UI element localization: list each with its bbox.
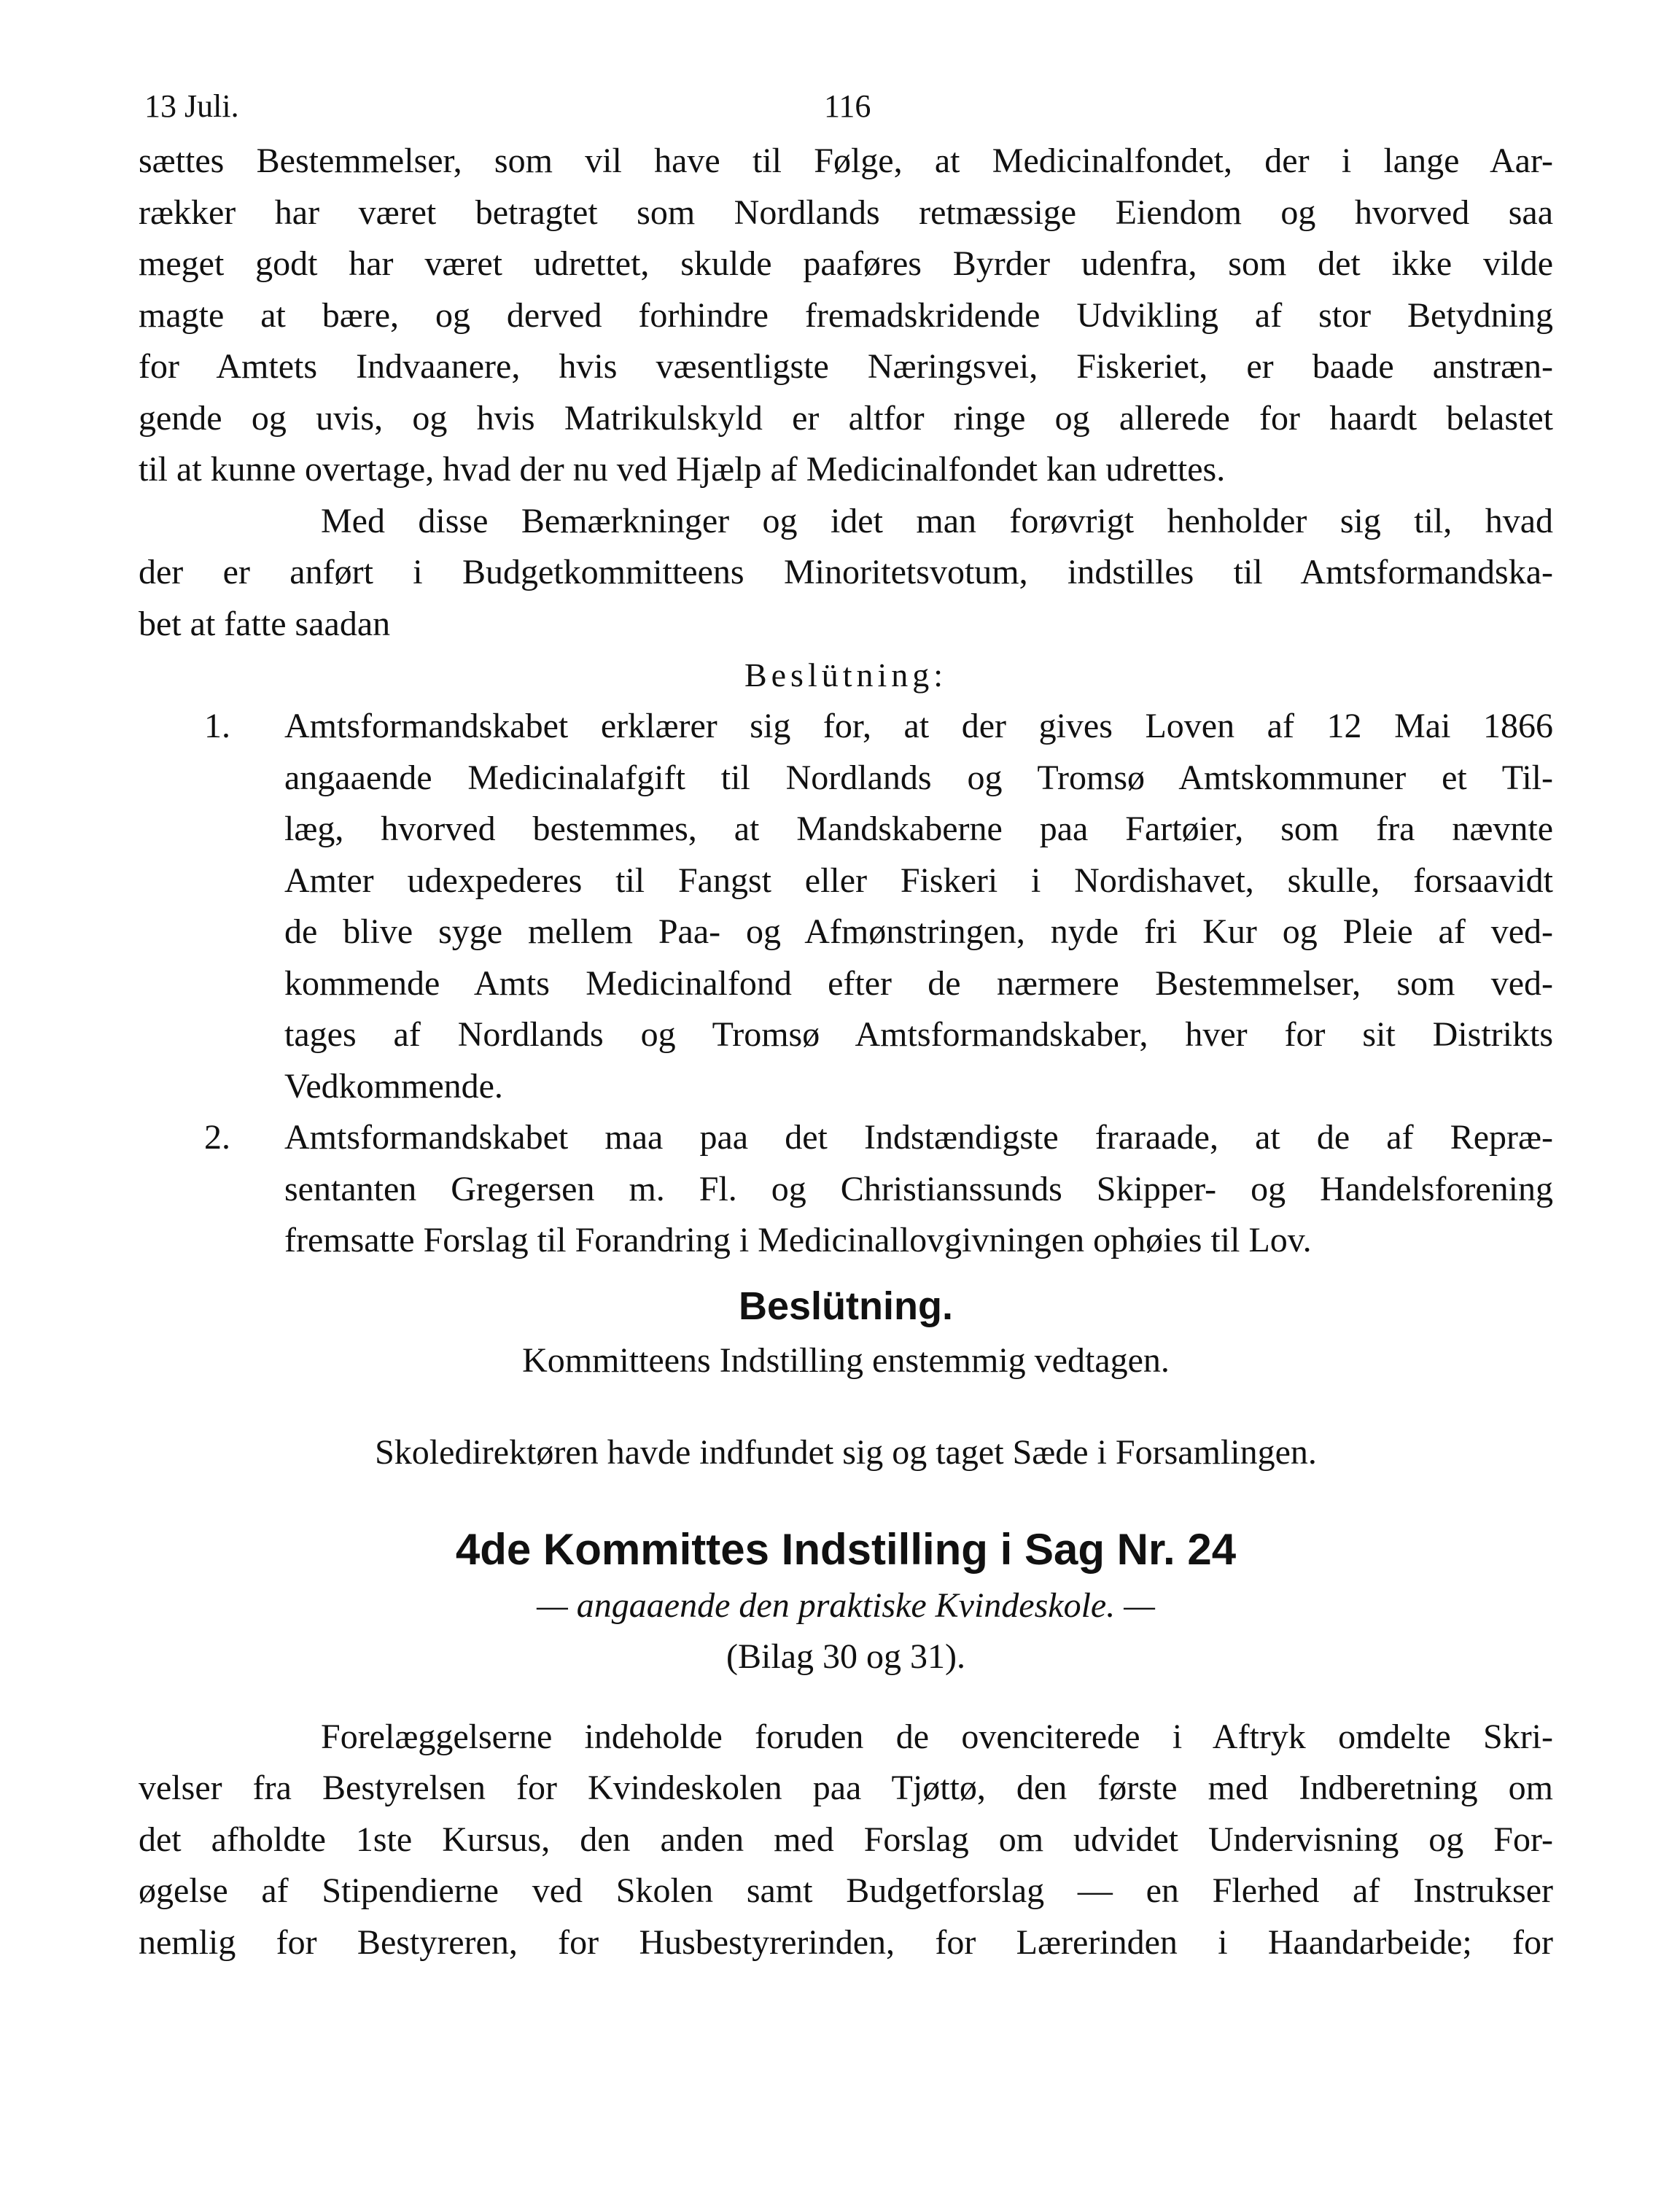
text-line: angaaende Medicinalafgift til Nordlands og Tromsø Amtskommuner et Til- [284,758,1553,797]
text-line: gende og uvis, og hvis Matrikulskyld er altfor ringe og allerede for haardt belastet [139,398,1553,438]
text-line: meget godt har været udrettet, skulde paaføres Byrder udenfra, som det ikke vilde [139,244,1553,283]
paragraph-3 [139,1712,1553,1969]
item-number: 1. [204,707,230,745]
text-line: Vedkommende. [284,1066,503,1106]
text-line: bet at fatte saadan [139,604,391,643]
item-number: 2. [204,1118,230,1157]
text-line: Amtsformandskabet maa paa det Indstændigste fraraade, at de af Repræ- [284,1118,1553,1157]
resolution-item-2 [139,1112,1553,1267]
page-header [139,88,1553,136]
text-line: nemlig for Bestyreren, for Husbestyrerinden, for Lærerinden i Haandarbeide; for [139,1922,1553,1962]
paragraph-1 [139,136,1553,496]
text-line: rækker har været betragtet som Nordlands retmæssige Eiendom og hvorved saa [139,193,1553,232]
text-line: Amtsformandskabet erklærer sig for, at der gives Loven af 12 Mai 1866 [284,707,1553,745]
text-line: fremsatte Forslag til Forandring i Medicinallovgivningen ophøies til Lov. [284,1221,1312,1259]
text-line: øgelse af Stipendierne ved Skolen samt Budgetforslag — en Flerhed af Instrukser [139,1871,1553,1910]
text-line: tages af Nordlands og Tromsø Amtsformandskaber, hver for sit Distrikts [284,1015,1553,1054]
text-line: det afholdte 1ste Kursus, den anden med Forslag om udvidet Undervisning og For- [139,1820,1553,1859]
text-line: sættes Bestemmelser, som vil have til Følge, at Medicinalfondet, der i lange Aar- [139,141,1553,180]
section-subtitle: — angaaende den praktiske Kvindeskole. — [537,1585,1155,1625]
section-title: 4de Kommittes Indstilling i Sag Nr. 24 [455,1524,1237,1574]
resolution-item-1 [139,701,1553,1112]
text-line: til at kunne overtage, hvad der nu ved Hjælp af Medicinalfondet kan udrettes. [139,450,1226,489]
header-date: 13 Juli. [144,88,239,124]
resolution-heading-spaced: Beslütning: [744,656,948,694]
resolution-heading-bold: Beslütning. [739,1284,953,1328]
text-line: de blive syge mellem Paa- og Afmønstringen, nyde fri Kur og Pleie af ved- [284,912,1553,951]
school-director-note: Skoledirektøren havde indfundet sig og taget Sæde i Forsamlingen. [375,1432,1317,1472]
paragraph-2 [139,496,1553,651]
text-line: Med disse Bemærkninger og idet man forøvrigt henholder sig til, hvad [321,501,1553,540]
text-line: magte at bære, og derved forhindre fremadskridende Udvikling af stor Betydning [139,295,1553,335]
text-line: for Amtets Indvaanere, hvis væsentligste Næringsvei, Fiskeriet, er baade anstræn- [139,347,1553,386]
text-line: Amter udexpederes til Fangst eller Fiskeri i Nordishavet, skulle, forsaavidt [284,861,1553,900]
section-attachment: (Bilag 30 og 31). [726,1637,965,1676]
text-line: der er anført i Budgetkommitteens Minoritetsvotum, indstilles til Amtsformandska- [139,553,1553,591]
text-line: sentanten Gregersen m. Fl. og Christianssunds Skipper- og Handelsforening [284,1169,1553,1208]
text-line: Forelæggelserne indeholde foruden de ovenciterede i Aftryk omdelte Skri- [321,1717,1553,1756]
document-page [139,88,1553,2144]
text-line: læg, hvorved bestemmes, at Mandskaberne paa Fartøier, som fra nævnte [284,810,1553,848]
page-number: 116 [824,88,871,124]
text-line: velser fra Bestyrelsen for Kvindeskolen paa Tjøttø, den første med Indberetning om [139,1769,1553,1807]
committee-result: Kommitteens Indstilling enstemmig vedtagen. [522,1340,1170,1380]
text-line: kommende Amts Medicinalfond efter de nærmere Bestemmelser, som ved- [284,963,1553,1003]
